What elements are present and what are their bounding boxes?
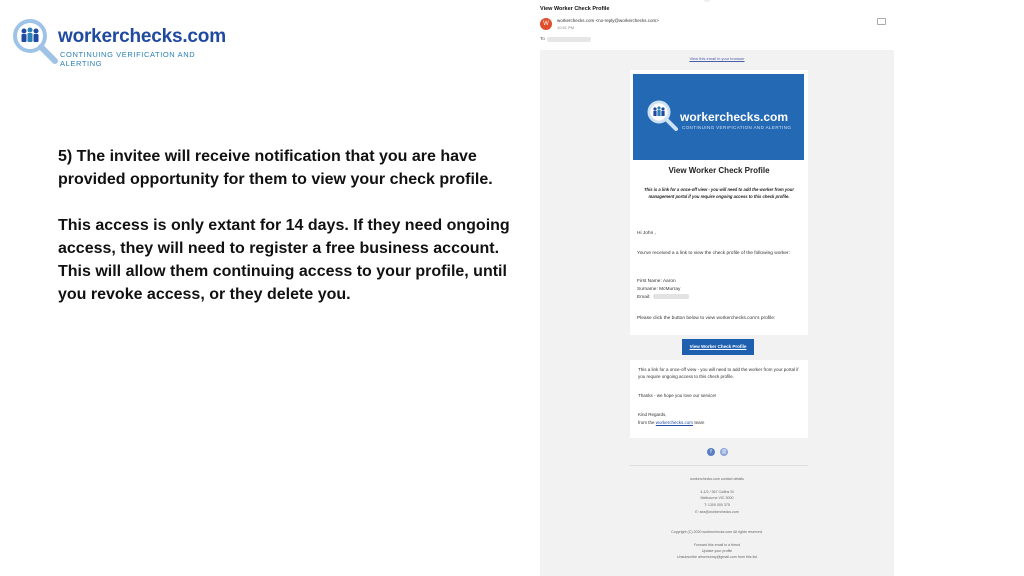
recipient-redacted bbox=[547, 37, 591, 42]
email-subject: View Worker Check Profile bbox=[540, 6, 610, 12]
email-time: 10:51 PM bbox=[557, 25, 575, 30]
window-handle bbox=[703, 0, 711, 2]
slide-body bbox=[58, 145, 528, 329]
update-profile-link[interactable]: Update your profile bbox=[701, 549, 733, 553]
team-signoff bbox=[638, 419, 803, 426]
view-in-browser-link[interactable]: View this email in your browser bbox=[689, 56, 745, 61]
banner-tagline: CONTINUING VERIFICATION AND ALERTING bbox=[682, 125, 792, 130]
email-note: This is a link for a once-off view - you will need to add the worker from your management portal if you require ongoing access to this check profile. bbox=[644, 187, 794, 199]
unsubscribe-link[interactable]: Unsubscribe aimcmurray@gmail.com from this list bbox=[677, 555, 757, 559]
email-screenshot bbox=[535, 0, 895, 576]
mail-action-icon[interactable] bbox=[877, 18, 886, 25]
worker-email-redacted bbox=[653, 294, 689, 299]
team-link[interactable]: workerchecks.com bbox=[655, 420, 694, 425]
sender-avatar: W bbox=[540, 18, 552, 30]
website-icon[interactable]: @ bbox=[721, 449, 727, 455]
footer-address-2: Melbourne VIC 3000 bbox=[700, 496, 734, 500]
email-banner bbox=[633, 74, 804, 160]
regards-text: Kind Regards, bbox=[638, 412, 667, 417]
footer-copyright: Copyright (C) 2020 workerchecks.com All rights reserved. bbox=[671, 530, 763, 534]
slide-logo bbox=[8, 16, 226, 68]
slide-paragraph-1: 5) The invitee will receive notification that you are have provided opportunity for them to view your check profile. bbox=[58, 148, 493, 188]
forward-link[interactable]: Forward this email to a friend bbox=[693, 543, 741, 547]
footer-email[interactable]: E: sea@workerchecks.com bbox=[695, 510, 739, 514]
email-heading: View Worker Check Profile bbox=[668, 166, 770, 175]
once-off-text: This a link for a once-off view - you will need to add the worker from your portal if you require ongoing access to this check profile. bbox=[638, 367, 799, 379]
team-prefix: from the bbox=[638, 420, 655, 425]
banner-magnifier-icon bbox=[645, 98, 685, 138]
email-greeting: Hi John , bbox=[637, 231, 656, 236]
email-main-card bbox=[630, 70, 808, 335]
email-secondary-card bbox=[630, 360, 808, 438]
recipient-label: To bbox=[540, 36, 545, 41]
footer-address-1: 4-1/2 / 367 Collins St bbox=[700, 490, 734, 494]
logo-brand: workerchecks.com bbox=[58, 26, 226, 47]
thanks-text: Thanks - we hope you love our service! bbox=[638, 393, 717, 398]
email-body bbox=[540, 50, 894, 576]
view-profile-button[interactable]: View Worker Check Profile bbox=[682, 339, 754, 355]
facebook-icon[interactable]: f bbox=[707, 448, 715, 456]
slide-paragraph-2: This access is only extant for 14 days. If they need ongoing access, they will need to register a free business account. This will allow them continuing access to your profile, until you revoke access, or they delete you. bbox=[58, 217, 510, 303]
logo-tagline: CONTINUING VERIFICATION AND ALERTING bbox=[60, 50, 196, 68]
footer-divider bbox=[630, 465, 808, 466]
email-instruction: Please click the button below to view workerchecks.com's profile: bbox=[637, 316, 776, 321]
footer-phone: T: 1300 000 375 bbox=[704, 503, 730, 507]
worker-first-name: First Name: Aaron bbox=[637, 279, 676, 284]
worker-email-row bbox=[637, 294, 802, 301]
email-intro: You've received a a link to view the check profile of the following worker: bbox=[637, 251, 790, 256]
footer-contact-link[interactable]: workerchecks.com contact details bbox=[690, 477, 744, 481]
worker-surname: Surname: McMurray bbox=[637, 287, 681, 292]
banner-brand: workerchecks.com bbox=[680, 110, 789, 124]
worker-email-label: Email: bbox=[637, 295, 651, 300]
team-suffix: team bbox=[694, 420, 705, 425]
sender-address: workerchecks.com <no-reply@workerchecks.com> bbox=[557, 18, 659, 23]
